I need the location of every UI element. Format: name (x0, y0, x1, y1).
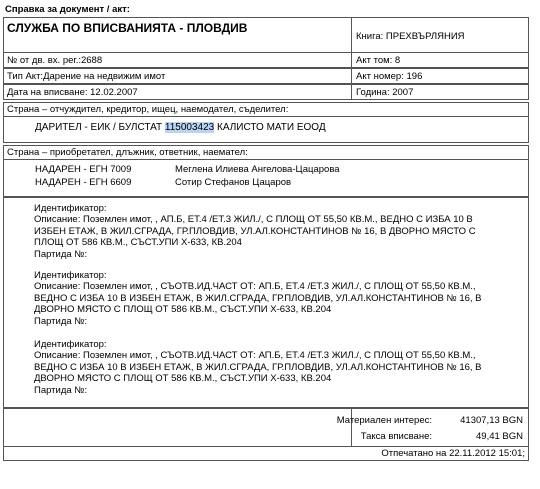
material-interest-value: 41307,13 BGN (460, 415, 523, 426)
party2-body (3, 159, 529, 197)
description-line: ДВОРНО МЯСТО С ПЛОЩ ОТ 586 КВ.М., СЪСТ.УПИ Х-633, КВ.204 (34, 304, 332, 316)
act-volume-cell (351, 52, 529, 68)
act-type-cell (3, 68, 352, 84)
description-line: ДВОРНО МЯСТО С ПЛОЩ ОТ 586 КВ.М., СЪСТ.УПИ Х-633, КВ.204 (34, 373, 332, 385)
party1-eik: 115003423 (164, 122, 215, 133)
registration-fee-label: Такса вписване: (360, 431, 432, 442)
fees-cell (336, 408, 529, 447)
description-line: Описание: Поземлен имот, , АП.Б, ЕТ.4 /ЕТ.3 ЖИЛ./, С ПЛОЩ ОТ 55,50 КВ.М., ВЕДНО С ИЗБА 10 В (34, 214, 473, 226)
printed-timestamp: Отпечатано на 22.11.2012 15:01; (381, 448, 525, 459)
description-line: ВЕДНО С ИЗБА 10 В ИЗБЕН ЕТАЖ, В ЖИЛ.СГРАДА, ГР.ПЛОВДИВ, УЛ.АЛ.КОНСТАНТИНОВ № 16, В (34, 292, 482, 304)
party2-role: НАДАРЕН - ЕГН 7009 (35, 164, 132, 175)
property-item (34, 270, 524, 327)
description-line: Описание: Поземлен имот, , СЪОТВ.ИД.ЧАСТ ОТ: АП.Б, ЕТ.4 /ЕТ.3 ЖИЛ./, С ПЛОЩ ОТ 55,50 КВ.М., (34, 281, 476, 293)
footer-cell (3, 446, 529, 461)
party1-label: Страна – отчуждител, кредитор, ищец, наемодател, съделител: (7, 104, 289, 115)
act-volume: Акт том: 8 (356, 55, 401, 66)
incoming-reg-cell (3, 52, 352, 68)
entry-date-cell (3, 84, 352, 100)
description-line: ИЗБЕН ЕТАЖ, В ЖИЛ.СГРАДА, ГР.ПЛОВДИВ, УЛ.АЛ.КОНСТАНТИНОВ № 16, В ДВОРНО МЯСТО С (34, 225, 476, 237)
incoming-reg: № от дв. вх. рег.:2688 (7, 55, 103, 66)
identifier-label: Идентификатор: (34, 203, 107, 214)
office-cell (3, 17, 352, 53)
party1-label-cell (3, 102, 529, 117)
document-caption: Справка за документ / акт: (5, 4, 130, 15)
registration-fee-value: 49,41 BGN (476, 431, 523, 442)
entry-date: Дата на вписване: 12.02.2007 (7, 87, 138, 98)
party2-label: Страна – приобретател, длъжник, ответник, наемател: (7, 147, 248, 158)
book-cell (351, 17, 529, 53)
year-cell (351, 84, 529, 100)
party1-body (3, 116, 529, 143)
description-line: ВЕДНО С ИЗБА 10 В ИЗБЕН ЕТАЖ, В ЖИЛ.СГРАДА, ГР.ПЛОВДИВ, УЛ.АЛ.КОНСТАНТИНОВ № 16, В (34, 361, 482, 373)
batch-label: Партида №: (34, 384, 88, 396)
year: Година: 2007 (356, 87, 414, 98)
description-line: ПЛОЩ ОТ 586 КВ.М., СЪСТ.УПИ Х-633, КВ.204 (34, 237, 242, 249)
batch-label: Партида №: (34, 248, 88, 260)
party1-prefix: ДАРИТЕЛ - ЕИК / БУЛСТАТ (35, 122, 163, 133)
party1-name: КАЛИСТО МАТИ ЕООД (217, 122, 326, 133)
property-item (34, 339, 524, 396)
property-item (34, 203, 524, 260)
act-number-cell (351, 68, 529, 84)
office-title: СЛУЖБА ПО ВПИСВАНИЯТА - ПЛОВДИВ (7, 21, 248, 35)
act-type: Тип Акт:Дарение на недвижим имот (7, 71, 166, 82)
party1-line (35, 122, 326, 133)
act-number: Акт номер: 196 (356, 71, 423, 82)
party2-role: НАДАРЕН - ЕГН 6609 (35, 177, 132, 188)
identifier-label: Идентификатор: (34, 270, 107, 281)
description-line: Описание: Поземлен имот, , СЪОТВ.ИД.ЧАСТ ОТ: АП.Б, ЕТ.4 /ЕТ.3 ЖИЛ./, С ПЛОЩ ОТ 55,50 КВ.М., (34, 350, 476, 362)
identifier-label: Идентификатор: (34, 339, 107, 350)
material-interest-label: Материален интерес: (336, 415, 432, 426)
batch-label: Партида №: (34, 315, 88, 327)
book-label: Книга: ПРЕХВЪРЛЯНИЯ (356, 31, 465, 42)
fees-blank-cell (3, 408, 352, 447)
party2-person-name: Сотир Стефанов Цацаров (175, 177, 292, 188)
party2-person-name: Меглена Илиева Ангелова-Цацарова (175, 164, 340, 175)
party2-label-cell (3, 145, 529, 160)
